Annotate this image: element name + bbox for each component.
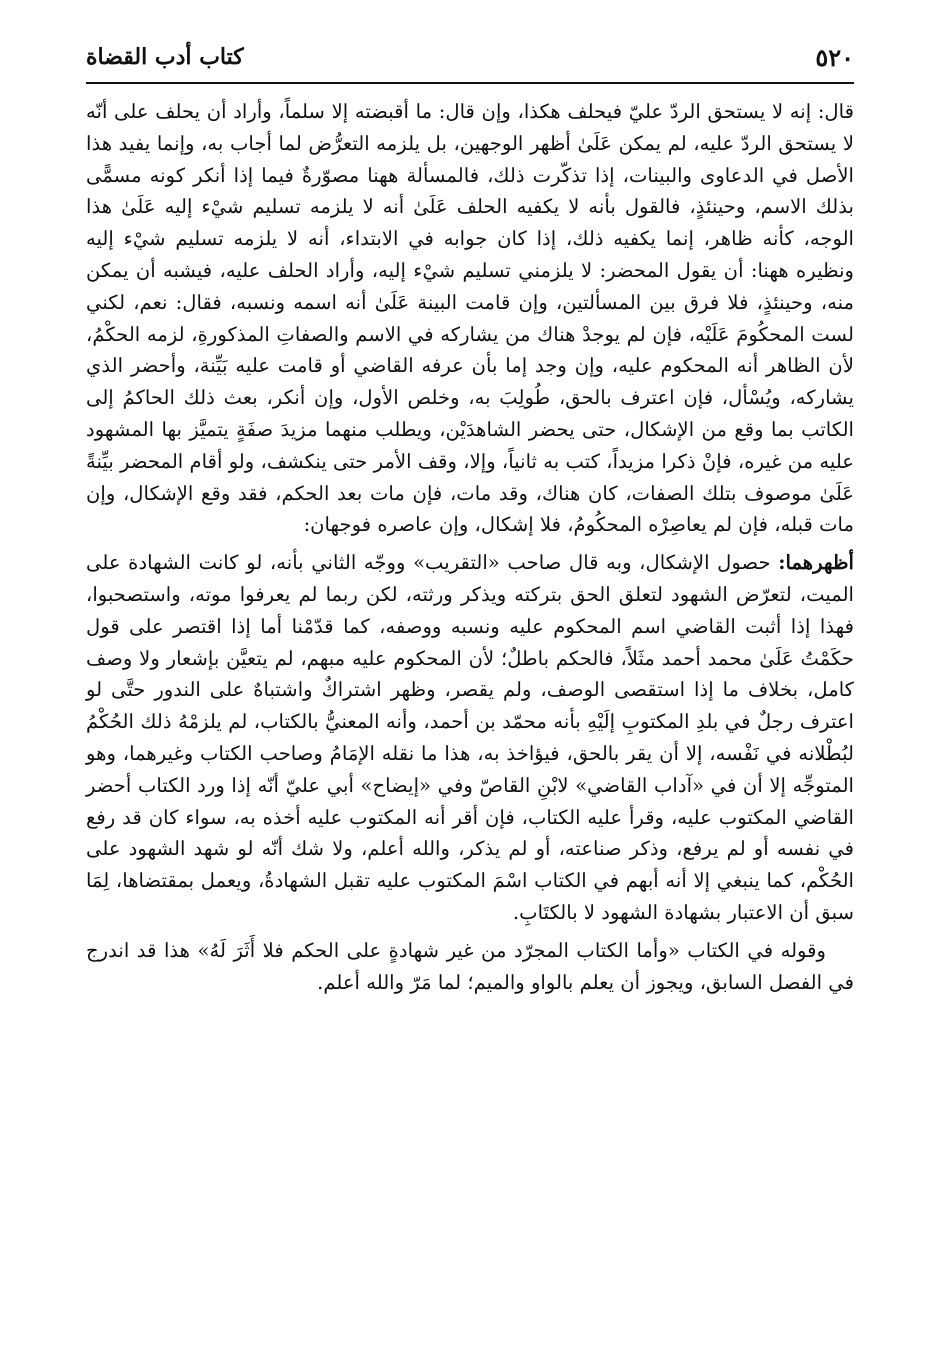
paragraph-2 <box>86 547 854 929</box>
book-title: كتاب أدب القضاة <box>86 44 244 70</box>
page-number: ٥٢٠ <box>815 42 854 72</box>
paragraph-1: قال: إنه لا يستحق الردّ عليّ فيحلف هكذا، وإن قال: ما أقبضته إلا سلماً، وأراد أن يحلف على أنّه لا يستحق الردّ عليه، لم يمكن عَلَىٰ أظهر الوجهين، بل يلزمه التعرُّض لما أجاب به، وإنما يفيد هذا الأصل في الدعاوى والبينات، إذا تذكّرت ذلك، فالمسألة ههنا مصوّرةٌ فيما إذا أنكر كونه مسمًّى بذلك الاسم، وحينئذٍ، فالقول بأنه لا يكفيه الحلف عَلَىٰ أنه لا يلزمه تسليم شيْء إليه عَلَىٰ هذا الوجه، كأنه ظاهر، إنما يكفيه ذلك، إذا كان جوابه في الابتداء، أنه لا يلزمه تسليم شيْء إليه ونظيره ههنا: أن يقول المحضر: لا يلزمني تسليم شيْء إليه، وأراد الحلف عليه، فيشبه أن يمكن منه، وحينئذٍ، فلا فرق بين المسألتين، وإن قامت البينة عَلَىٰ أنه اسمه ونسبه، فقال: نعم، لكني لست المحكُومَ عَلَيْه، فإن لم يوجدْ هناك من يشاركه في الاسم والصفاتِ المذكورةِ، لزمه الحكْمُ، لأن الظاهر أنه المحكوم عليه، وإن وجد إما بأن عرفه القاضي أو قامت عليه بَيِّنة، وأحضر الذي يشاركه، ويُسْأل، فإن اعترف بالحق، طُولِبَ به، وخلص الأول، وإن أنكر، بعث ذلك الحاكمُ إلى الكاتب بما وقع من الإشكال، حتى يحضر الشاهدَيْن، ويطلب منهما مزيدَ صفَةٍ يتميَّز بها المشهود عليه من غيره، فإنْ ذكرا مزيداً، كتب به ثانياً، وإلا، وقف الأمر حتى ينكشف، ولو أقام المحضر بيِّنةً عَلَىٰ موصوف بتلك الصفات، كان هناك، وقد مات، فإن مات بعد الحكم، فقد وقع الإشكال، وإن مات قبله، فإن لم يعاصِرْه المحكُومُ، فلا إشكال، وإن عاصره فوجهان: <box>86 100 854 537</box>
running-header <box>86 36 854 78</box>
paragraph-3: وقوله في الكتاب «وأما الكتاب المجرّد من غير شهادةٍ على الحكم فلا أَثَرَ لَهُ» هذا قد اندرج في الفصل السابق، ويجوز أن يعلم بالواو والميم؛ لما مَرّ والله أعلم. <box>86 938 854 994</box>
paragraph-2-body: حصول الإشكال، وبه قال صاحب «التقريب» ووجّه الثاني بأنه، لو كانت الشهادة على الميت، لتعرّض الشهود لتعلق الحق بتركته ويذكر ورثته، لكن ربما لم يعرفوا موته، واستصحبوا، فهذا إذا أثبت القاضي اسم المحكوم عليه ونسبه ووصفه، كما قدّمْنا أما إذا اقتصر على قول حكَمْتُ عَلَىٰ محمد أحمد مثَلاً، فالحكم باطلٌ؛ لأن المحكوم عليه مبهم، لم يتعيَّن بإشعار ولا وصف كامل، بخلاف ما إذا استقصى الوصف، ولم يقصر، وظهر اشتراكٌ واشتباهٌ على الندور حتَّى لو اعترف رجلٌ في بلدِ المكتوبِ إلَيْهِ بأنه محمّد بن أحمد، وأنه المعنيُّ بالكتاب، لم يلزمْهُ ذلك الحُكْمُ لبُطْلانه في نَفْسه، إلا أن يقر بالحق، فيؤاخذ به، هذا ما نقله الإمَامُ وصاحب الكتاب وغيرهما، وهو المتوجِّه إلا أن في «آداب القاضي» لابْنِ القاصّ وفي «إيضاح» أبي عليّ أنّه إذا ورد الكتاب أحضر القاضي المكتوب عليه، وقرأ عليه الكتاب، فإن أقر أنه المكتوب عليه أخذه به، سواء كان قد رفع في نفسه أو لم يرفع، وذكر صناعته، أو لم يذكر، والله أعلم، ولا شك أنّه لو شهد الشهود على الحُكْم، كما ينبغي إلا أنه أبهم في الكتاب اسْمَ المكتوب عليه تقبل الشهادةُ، ويعمل بمقتضاها، لِمَا سبق أن الاعتبار بشهادة الشهود لا بالكتَابِ. <box>86 551 854 924</box>
paragraph-2-lead: أظهرهما: <box>778 551 854 575</box>
header-divider <box>86 82 854 84</box>
page-body <box>86 96 854 998</box>
